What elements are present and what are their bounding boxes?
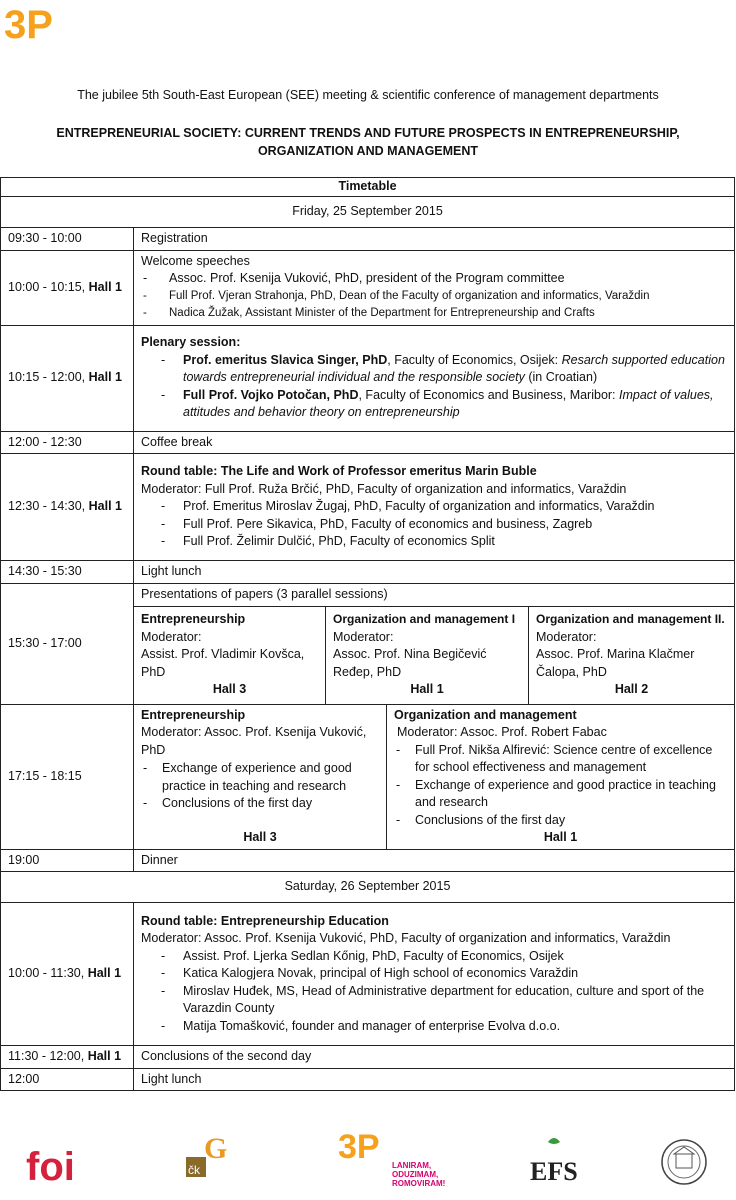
hall-label: Hall 1 bbox=[410, 682, 444, 697]
session-name: Organization and management bbox=[394, 707, 577, 722]
activity-cell: Registration bbox=[134, 228, 735, 251]
list-item: - Conclusions of the first day bbox=[394, 812, 727, 830]
time-cell bbox=[1, 454, 134, 561]
topic-list bbox=[394, 742, 727, 830]
table-row bbox=[1, 431, 735, 454]
list-item bbox=[141, 352, 728, 387]
time-cell bbox=[1, 903, 134, 1046]
time-cell bbox=[1, 325, 134, 431]
time-cell: 14:30 - 15:30 bbox=[1, 561, 134, 584]
table-row bbox=[1, 1068, 735, 1091]
activity-cell: Conclusions of the second day bbox=[134, 1046, 735, 1069]
session-cell bbox=[134, 705, 387, 849]
time-cell: 12:00 - 12:30 bbox=[1, 431, 134, 454]
3p-footer-logo bbox=[338, 1128, 445, 1188]
table-row bbox=[1, 561, 735, 584]
session-title: Welcome speeches bbox=[141, 253, 250, 268]
parallel-sessions bbox=[134, 607, 734, 704]
efs-logo bbox=[530, 1138, 578, 1186]
session-name: Entrepreneurship bbox=[141, 707, 246, 722]
university-seal-icon bbox=[662, 1140, 706, 1184]
session-title: Plenary session: bbox=[141, 335, 241, 350]
sponsor-logos bbox=[0, 1122, 736, 1192]
session-cell bbox=[134, 607, 326, 704]
title-line-1: ENTREPRENEURIAL SOCIETY: CURRENT TRENDS AND FUTURE PROSPECTS IN ENTREPRENEURSHIP, bbox=[56, 126, 680, 140]
hall-label: Hall 1 bbox=[88, 499, 122, 514]
session-cell bbox=[387, 705, 735, 849]
hall-label: Hall 3 bbox=[212, 682, 247, 697]
parallel-sessions bbox=[134, 705, 734, 849]
timetable-heading: Timetable bbox=[1, 178, 735, 197]
list-item: - Full Prof. Želimir Dulčić, PhD, Faculty of economics Split bbox=[141, 533, 728, 551]
speaker-affiliation: , Faculty of Economics and Business, Maribor: bbox=[358, 387, 620, 402]
time-cell: 19:00 bbox=[1, 849, 134, 872]
list-item: - Prof. Emeritus Miroslav Žugaj, PhD, Faculty of organization and informatics, Varaždin bbox=[141, 498, 728, 516]
gk-logo-text: G bbox=[204, 1132, 228, 1165]
conference-title bbox=[40, 124, 696, 160]
talk-topic: Resarch supported education towards entrepreneurial individual and the responsible society bbox=[183, 352, 725, 385]
moderator-label: Moderator: bbox=[333, 629, 394, 644]
parallel-sessions-label: Presentations of papers (3 parallel sessions) bbox=[134, 584, 734, 607]
table-row bbox=[1, 583, 735, 704]
activity-cell: Dinner bbox=[134, 849, 735, 872]
session-title: Round table: Entrepreneurship Education bbox=[141, 913, 389, 928]
list-item bbox=[141, 387, 728, 422]
session-name: Organization and management I bbox=[333, 612, 516, 627]
session-cell bbox=[529, 607, 735, 704]
hall-label: Hall 1 bbox=[543, 830, 578, 844]
3p-logo-text: 3P bbox=[4, 3, 53, 47]
activity-cell bbox=[134, 583, 735, 704]
moderator-name: Assist. Prof. Vladimir Kovšca, PhD bbox=[141, 647, 305, 679]
3p-logo bbox=[4, 0, 74, 66]
list-item: - Assoc. Prof. Ksenija Vuković, PhD, president of the Program committee bbox=[141, 270, 728, 288]
list-item: - Full Prof. Pere Sikavica, PhD, Faculty of economics and business, Zagreb bbox=[141, 516, 728, 534]
time-cell: 09:30 - 10:00 bbox=[1, 228, 134, 251]
table-row bbox=[1, 250, 735, 325]
list-item: - Full Prof. Nikša Alfirević: Science centre of excellence for school effectiveness and management bbox=[394, 742, 727, 777]
timetable bbox=[0, 177, 735, 1091]
3p-slogan-2: ODUZIMAM, bbox=[392, 1170, 439, 1179]
gk-logo-sub: čk bbox=[188, 1163, 200, 1177]
table-row bbox=[1, 1046, 735, 1069]
table-row bbox=[1, 454, 735, 561]
session-name: Organization and management II. bbox=[536, 612, 725, 627]
day-heading-friday: Friday, 25 September 2015 bbox=[1, 197, 735, 228]
hall-label: Hall 1 bbox=[88, 370, 122, 385]
moderator-name: Assoc. Prof. Marina Klačmer Čalopa, PhD bbox=[536, 647, 695, 679]
activity-cell bbox=[134, 250, 735, 325]
time-text: 10:00 - 10:15, bbox=[8, 279, 86, 294]
session-name: Entrepreneurship bbox=[141, 612, 246, 627]
moderator-label: Moderator: bbox=[536, 629, 597, 644]
activity-cell: Light lunch bbox=[134, 561, 735, 584]
activity-cell bbox=[134, 325, 735, 431]
list-item: - Matija Tomašković, founder and manager of enterprise Evolva d.o.o. bbox=[141, 1018, 728, 1036]
speaker-list bbox=[141, 948, 728, 1036]
talk-topic: Impact of values, attitudes and behavior theory on entrepreneurship bbox=[183, 387, 714, 420]
session-cell bbox=[326, 607, 529, 704]
activity-cell bbox=[134, 454, 735, 561]
time-text: 10:00 - 11:30, bbox=[8, 966, 85, 981]
time-text: 10:15 - 12:00, bbox=[8, 370, 86, 385]
3p-slogan-3: ROMOVIRAM! bbox=[392, 1179, 446, 1188]
time-cell bbox=[1, 250, 134, 325]
speaker-name: Full Prof. Vojko Potočan, PhD bbox=[183, 387, 359, 402]
activity-cell bbox=[134, 704, 735, 849]
moderator: Moderator: Assoc. Prof. Ksenija Vuković, PhD bbox=[141, 725, 367, 757]
gk-logo bbox=[186, 1132, 227, 1177]
time-cell: 12:00 bbox=[1, 1068, 134, 1091]
activity-cell bbox=[134, 903, 735, 1046]
session-title: Round table: The Life and Work of Professor emeritus Marin Buble bbox=[141, 464, 537, 479]
hall-label: Hall 1 bbox=[88, 279, 122, 294]
title-line-2: ORGANIZATION AND MANAGEMENT bbox=[257, 144, 479, 158]
day-heading-saturday: Saturday, 26 September 2015 bbox=[1, 872, 735, 903]
hall-label: Hall 3 bbox=[243, 829, 277, 844]
list-item: - Full Prof. Vjeran Strahonja, PhD, Dean of the Faculty of organization and informatics, Varaždin bbox=[141, 288, 728, 306]
moderator: Moderator: Assoc. Prof. Robert Fabac bbox=[397, 725, 607, 739]
time-text: 11:30 - 12:00, bbox=[8, 1049, 85, 1063]
speaker-list bbox=[141, 352, 728, 422]
table-row bbox=[1, 704, 735, 849]
efs-logo-text: EFS bbox=[530, 1157, 578, 1186]
activity-cell: Coffee break bbox=[134, 431, 735, 454]
hall-label: Hall 2 bbox=[614, 682, 649, 697]
topic-list bbox=[141, 760, 379, 813]
table-row bbox=[1, 903, 735, 1046]
speaker-affiliation: , Faculty of Economics, Osijek: bbox=[387, 352, 562, 367]
list-item: - Katica Kalogjera Novak, principal of High school of economics Varaždin bbox=[141, 965, 728, 983]
speaker-list bbox=[141, 270, 728, 323]
moderator-label: Moderator: bbox=[141, 629, 202, 644]
time-cell: 15:30 - 17:00 bbox=[1, 583, 134, 704]
3p-slogan-1: LANIRAM, bbox=[392, 1161, 432, 1170]
list-item: - Conclusions of the first day bbox=[141, 795, 379, 813]
conference-subtitle: The jubilee 5th South-East European (SEE) meeting & scientific conference of management departments bbox=[77, 88, 659, 102]
list-item: - Exchange of experience and good practice in teaching and research bbox=[141, 760, 379, 795]
hall-label: Hall 1 bbox=[87, 1049, 122, 1063]
list-item: - Assist. Prof. Ljerka Sedlan Kőnig, PhD, Faculty of Economics, Osijek bbox=[141, 948, 728, 966]
speaker-name: Prof. emeritus Slavica Singer, PhD bbox=[183, 352, 388, 367]
foi-logo bbox=[26, 1145, 75, 1189]
moderator-name: Assoc. Prof. Nina Begičević Ređep, PhD bbox=[333, 647, 487, 679]
table-row bbox=[1, 325, 735, 431]
talk-note: (in Croatian) bbox=[524, 370, 598, 385]
activity-cell: Light lunch bbox=[134, 1068, 735, 1091]
list-item: - Nadica Žužak, Assistant Minister of the Department for Entrepreneurship and Crafts bbox=[141, 305, 728, 323]
time-text: 12:30 - 14:30, bbox=[8, 499, 86, 514]
time-cell: 17:15 - 18:15 bbox=[1, 704, 134, 849]
table-row bbox=[1, 228, 735, 251]
moderator: Moderator: Full Prof. Ruža Brčić, PhD, Faculty of organization and informatics, Varaždin bbox=[141, 481, 627, 496]
table-row bbox=[1, 849, 735, 872]
3p-footer-logo-text: 3P bbox=[338, 1128, 380, 1166]
moderator: Moderator: Assoc. Prof. Ksenija Vuković, PhD, Faculty of organization and informatics, Varaždin bbox=[141, 931, 671, 946]
hall-label: Hall 1 bbox=[87, 966, 122, 981]
list-item: - Exchange of experience and good practice in teaching and research bbox=[394, 777, 727, 812]
time-cell bbox=[1, 1046, 134, 1069]
list-item: - Miroslav Huđek, MS, Head of Administrative department for education, culture and sport of the Varazdin County bbox=[141, 983, 728, 1018]
foi-logo-text: foi bbox=[26, 1145, 75, 1189]
speaker-list bbox=[141, 498, 728, 551]
